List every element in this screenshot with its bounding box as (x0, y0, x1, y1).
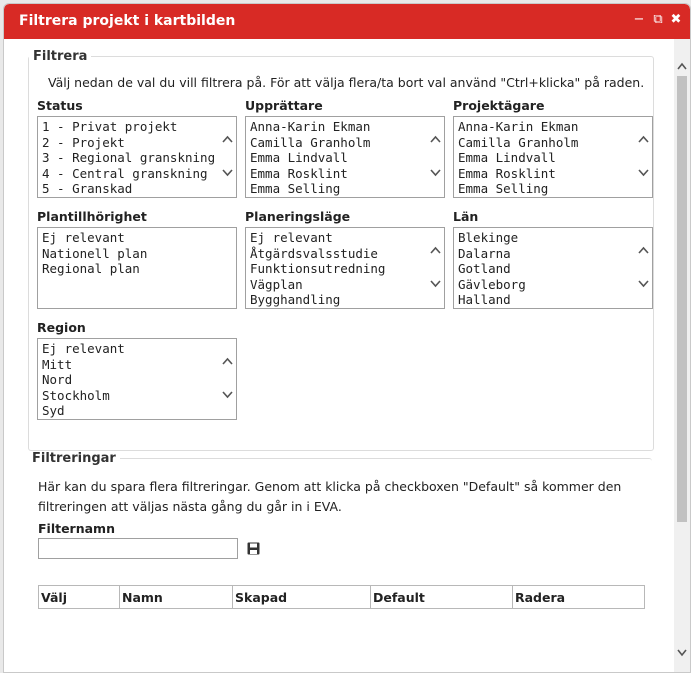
list-option[interactable]: Ej relevant (42, 230, 125, 245)
list-option[interactable]: Camilla Granholm (458, 134, 579, 150)
title-bar[interactable] (4, 4, 690, 39)
chevron-up-icon[interactable] (430, 246, 441, 254)
chevron-up-icon[interactable] (638, 135, 649, 143)
col-default[interactable]: Default (371, 586, 513, 609)
projektagare-label: Projektägare (453, 98, 545, 113)
upprattare-listbox[interactable] (245, 116, 445, 198)
col-skapad[interactable]: Skapad (233, 586, 371, 609)
list-option[interactable]: 1 - Privat projekt (42, 119, 178, 134)
status-scrollbar[interactable] (219, 117, 236, 197)
filter-legend: Filtrera (33, 49, 88, 64)
popout-icon[interactable]: ⧉ (653, 12, 663, 27)
projektagare-scrollbar[interactable] (635, 117, 652, 197)
list-option[interactable]: Nationell plan (42, 245, 148, 261)
chevron-up-icon[interactable] (222, 135, 233, 143)
list-option[interactable]: Emma Selling (458, 181, 549, 197)
list-option[interactable]: Regional plan (42, 261, 140, 277)
list-option[interactable]: 4 - Central granskning (42, 165, 208, 181)
list-option[interactable]: Ej relevant (250, 230, 333, 245)
dialog-title: Filtrera projekt i kartbilden (19, 13, 236, 29)
chevron-up-icon[interactable] (638, 246, 649, 254)
chevron-up-icon[interactable] (222, 357, 233, 365)
list-option[interactable]: Stockholm (42, 387, 110, 403)
list-option[interactable]: Blekinge (458, 230, 519, 245)
list-option[interactable]: Dalarna (458, 245, 511, 261)
saved-filters-legend: Filtreringar (32, 451, 116, 466)
planeringslage-scrollbar[interactable] (427, 228, 444, 308)
list-option[interactable]: Funktionsutredning (250, 261, 386, 277)
list-option[interactable]: Emma Rosklint (458, 165, 556, 181)
status-label: Status (37, 98, 83, 113)
chevron-up-icon[interactable] (677, 62, 687, 70)
list-option[interactable]: Nord (42, 372, 73, 388)
filter-name-label: Filternamn (38, 521, 115, 536)
saved-filters-table (38, 585, 645, 609)
list-option[interactable]: Gävleborg (458, 276, 526, 292)
list-option[interactable]: Emma Lindvall (458, 150, 556, 166)
filter-dialog (3, 3, 691, 673)
list-option[interactable]: Mitt (42, 356, 73, 372)
region-scrollbar[interactable] (219, 339, 236, 419)
minimize-icon[interactable]: − (633, 12, 645, 27)
list-option[interactable]: Bygghandling (250, 292, 341, 308)
chevron-down-icon[interactable] (222, 391, 233, 399)
chevron-up-icon[interactable] (430, 135, 441, 143)
list-option[interactable]: Ej relevant (42, 341, 125, 356)
dialog-content (4, 39, 674, 672)
table-header-row (39, 586, 645, 609)
projektagare-listbox[interactable] (453, 116, 653, 198)
upprattare-label: Upprättare (245, 98, 323, 113)
lan-label: Län (453, 209, 479, 224)
list-option[interactable]: 2 - Projekt (42, 134, 125, 150)
list-option[interactable]: Vägplan (250, 276, 303, 292)
list-option[interactable]: Gotland (458, 261, 511, 277)
lan-listbox[interactable] (453, 227, 653, 309)
upprattare-scrollbar[interactable] (427, 117, 444, 197)
chevron-down-icon[interactable] (222, 169, 233, 177)
list-option[interactable]: Syd (42, 403, 65, 419)
list-option[interactable]: 5 - Granskad (42, 181, 133, 197)
list-option[interactable]: Emma Selling (250, 181, 341, 197)
list-option[interactable]: Emma Lindvall (250, 150, 348, 166)
col-valj[interactable]: Välj (39, 586, 120, 609)
content-scrollbar[interactable] (674, 39, 690, 672)
chevron-down-icon[interactable] (430, 169, 441, 177)
chevron-down-icon[interactable] (638, 169, 649, 177)
col-namn[interactable]: Namn (120, 586, 233, 609)
close-icon[interactable]: ✖ (670, 12, 682, 27)
planeringslage-label: Planeringsläge (245, 209, 351, 224)
list-option[interactable]: Halland (458, 292, 511, 308)
list-option[interactable]: Åtgärdsvalsstudie (250, 245, 378, 261)
status-listbox[interactable] (37, 116, 237, 198)
filter-intro: Välj nedan de val du vill filtrera på. För att välja flera/ta bort val använd "Ctrl+klicka" på raden. (48, 75, 645, 90)
chevron-down-icon[interactable] (638, 280, 649, 288)
lan-scrollbar[interactable] (635, 228, 652, 308)
list-option[interactable]: Camilla Granholm (250, 134, 371, 150)
region-listbox[interactable] (37, 338, 237, 420)
region-label: Region (37, 320, 86, 335)
list-option[interactable]: Anna-Karin Ekman (250, 119, 371, 134)
saved-intro-line2: filtreringen att väljas nästa gång du går in i EVA. (38, 499, 342, 514)
planeringslage-listbox[interactable] (245, 227, 445, 309)
chevron-down-icon[interactable] (677, 649, 687, 657)
list-option[interactable]: Emma Rosklint (250, 165, 348, 181)
scrollbar-thumb[interactable] (677, 76, 687, 522)
plantillhorighet-listbox[interactable] (37, 227, 237, 309)
plantillhorighet-label: Plantillhörighet (37, 209, 147, 224)
filter-name-input[interactable] (38, 538, 238, 559)
col-radera[interactable]: Radera (513, 586, 645, 609)
chevron-down-icon[interactable] (430, 280, 441, 288)
list-option[interactable]: 3 - Regional granskning (42, 150, 216, 166)
saved-intro-line1: Här kan du spara flera filtreringar. Genom att klicka på checkboxen "Default" så kommer den (38, 479, 622, 494)
floppy-disk-icon[interactable] (247, 542, 260, 555)
list-option[interactable]: Anna-Karin Ekman (458, 119, 579, 134)
